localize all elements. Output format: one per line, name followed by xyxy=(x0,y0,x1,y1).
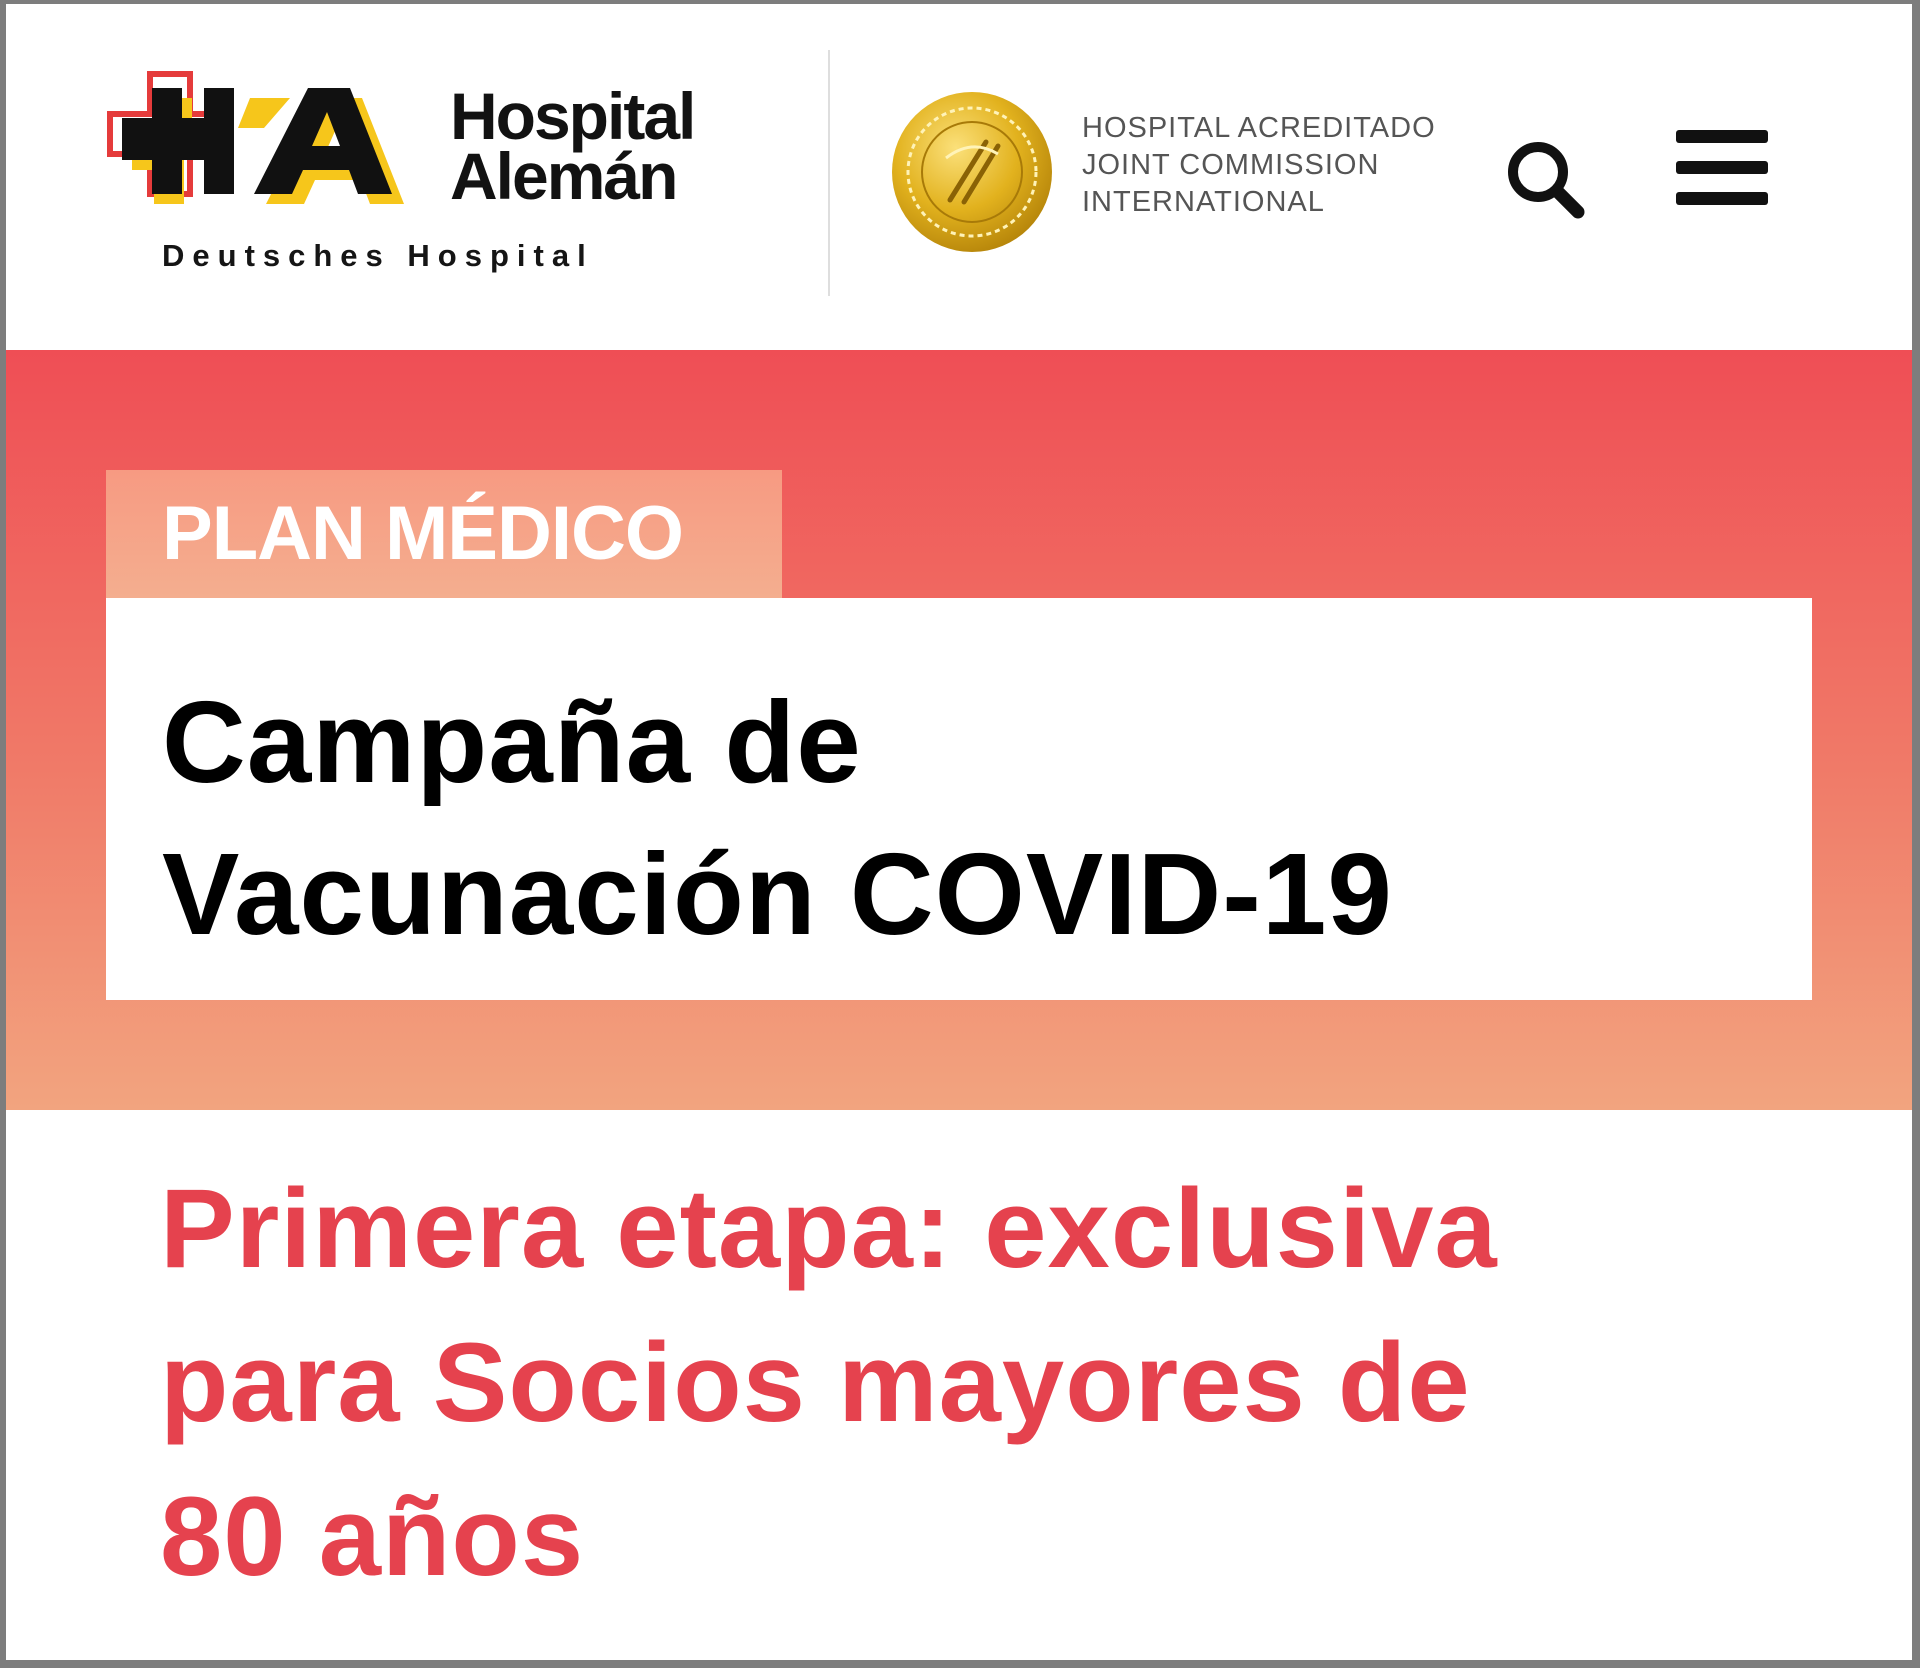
hamburger-menu-icon-bar xyxy=(1676,192,1768,205)
jci-gold-seal-icon xyxy=(888,88,1056,256)
search-button[interactable] xyxy=(1500,134,1592,226)
ha-logo-mark xyxy=(104,70,448,220)
page-title-line2: Vacunación COVID-19 xyxy=(162,829,1393,959)
subheadline-line2: para Socios mayores de xyxy=(160,1320,1471,1445)
page-title xyxy=(162,666,1393,970)
hamburger-menu-icon xyxy=(1676,130,1768,143)
site-header xyxy=(6,4,1912,350)
accreditation-line1: HOSPITAL ACREDITADO xyxy=(1082,112,1436,144)
subheadline xyxy=(160,1152,1498,1614)
header-divider xyxy=(828,50,830,296)
logo-subtitle: Deutsches Hospital xyxy=(162,238,594,273)
menu-button[interactable] xyxy=(1670,122,1774,212)
page-title-line1: Campaña de xyxy=(162,677,862,807)
search-icon xyxy=(1500,134,1592,226)
hero-banner xyxy=(6,350,1912,1110)
logo-name-line1: Hospital xyxy=(450,79,695,153)
logo-name xyxy=(450,79,695,213)
accreditation-text xyxy=(1082,110,1436,221)
accreditation-line3: INTERNATIONAL xyxy=(1082,186,1325,218)
logo-name-line2: Alemán xyxy=(450,139,677,213)
subheadline-line3: 80 años xyxy=(160,1474,585,1599)
category-tag[interactable]: PLAN MÉDICO xyxy=(106,470,782,598)
page xyxy=(6,4,1912,1660)
subheadline-line1: Primera etapa: exclusiva xyxy=(160,1166,1498,1291)
title-box xyxy=(106,598,1812,1000)
hospital-logo-link[interactable] xyxy=(104,70,744,292)
hamburger-menu-icon-bar xyxy=(1676,161,1768,174)
accreditation-line2: JOINT COMMISSION xyxy=(1082,149,1380,181)
